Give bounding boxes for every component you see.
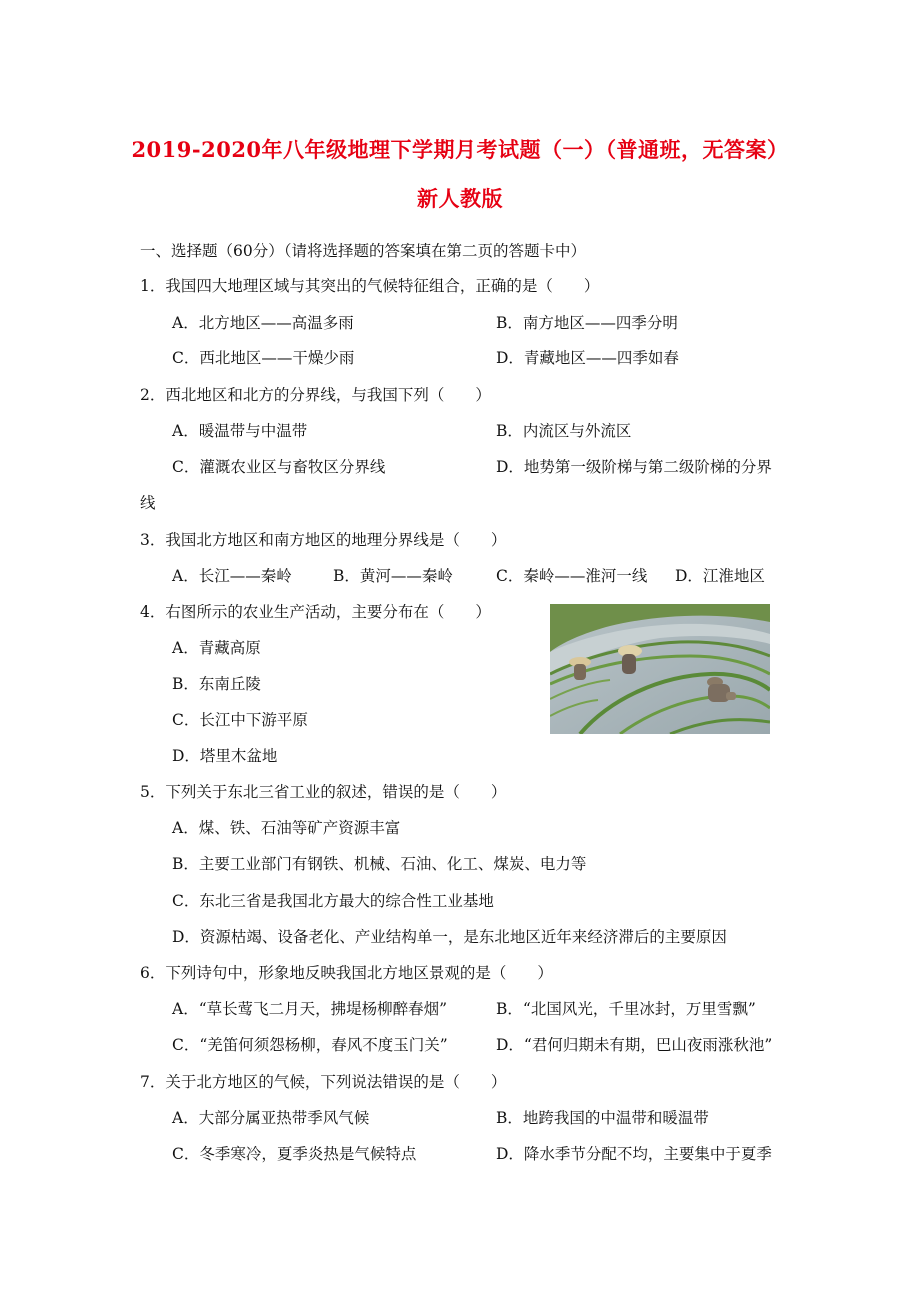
question-4-option-c: C．长江中下游平原 — [172, 711, 308, 729]
question-3-option-c: C．秦岭——淮河一线 — [496, 567, 648, 585]
exam-title-line2: 新人教版 — [417, 186, 503, 211]
question-2-stem: 2．西北地区和北方的分界线，与我国下列（ ） — [140, 386, 491, 404]
question-6-option-a: A．“草长莺飞二月天，拂堤杨柳醉春烟” — [172, 1000, 448, 1018]
question-7-option-b: B．地跨我国的中温带和暖温带 — [496, 1109, 709, 1127]
question-6-stem: 6．下列诗句中，形象地反映我国北方地区景观的是（ ） — [140, 964, 553, 982]
question-7-option-d: D．降水季节分配不均，主要集中于夏季 — [496, 1145, 772, 1163]
question-3-stem: 3．我国北方地区和南方地区的地理分界线是（ ） — [140, 531, 507, 549]
question-5-option-c: C．东北三省是我国北方最大的综合性工业基地 — [172, 892, 494, 910]
question-5-option-a: A．煤、铁、石油等矿产资源丰富 — [172, 819, 401, 837]
question-6-option-b: B．“北国风光，千里冰封，万里雪飘” — [496, 1000, 756, 1018]
question-2-option-d: D．地势第一级阶梯与第二级阶梯的分界 — [496, 458, 772, 476]
question-3-option-a: A．长江——秦岭 — [172, 567, 292, 585]
section-heading: 一、选择题（60分）（请将选择题的答案填在第二页的答题卡中） — [140, 242, 586, 260]
question-2-option-d-continuation: 线 — [140, 494, 156, 512]
question-7-stem: 7．关于北方地区的气候，下列说法错误的是（ ） — [140, 1073, 507, 1091]
question-5-option-d: D．资源枯竭、设备老化、产业结构单一，是东北地区近年来经济滞后的主要原因 — [172, 928, 727, 946]
question-6-option-c: C．“羌笛何须怨杨柳，春风不度玉门关” — [172, 1036, 448, 1054]
question-4-stem: 4．右图所示的农业生产活动，主要分布在（ ） — [140, 603, 491, 621]
question-4-option-a: A．青藏高原 — [172, 639, 261, 657]
question-2-option-b: B．内流区与外流区 — [496, 422, 632, 440]
question-1-option-d: D．青藏地区——四季如春 — [496, 349, 679, 367]
question-2-option-c: C．灌溉农业区与畜牧区分界线 — [172, 458, 386, 476]
exam-title-line1: 2019-2020年八年级地理下学期月考试题（一）（普通班，无答案） — [131, 137, 789, 162]
question-6-option-d: D．“君何归期未有期，巴山夜雨涨秋池” — [496, 1036, 773, 1054]
question-3-option-d: D．江淮地区 — [675, 567, 765, 585]
question-4-option-d: D．塔里木盆地 — [172, 747, 278, 765]
question-5-option-b: B．主要工业部门有钢铁、机械、石油、化工、煤炭、电力等 — [172, 855, 587, 873]
question-1-option-b: B．南方地区——四季分明 — [496, 314, 678, 332]
question-1-stem: 1．我国四大地理区域与其突出的气候特征组合，正确的是（ ） — [140, 277, 600, 295]
question-5-stem: 5．下列关于东北三省工业的叙述，错误的是（ ） — [140, 783, 507, 801]
question-7-option-a: A．大部分属亚热带季风气候 — [172, 1109, 370, 1127]
question-3-option-b: B．黄河——秦岭 — [333, 567, 453, 585]
question-4-option-b: B．东南丘陵 — [172, 675, 261, 693]
rice-terrace-photo — [550, 604, 770, 734]
question-1-option-c: C．西北地区——干燥少雨 — [172, 349, 355, 367]
question-7-option-c: C．冬季寒冷，夏季炎热是气候特点 — [172, 1145, 417, 1163]
question-1-option-a: A．北方地区——高温多雨 — [172, 314, 354, 332]
question-2-option-a: A．暖温带与中温带 — [172, 422, 308, 440]
